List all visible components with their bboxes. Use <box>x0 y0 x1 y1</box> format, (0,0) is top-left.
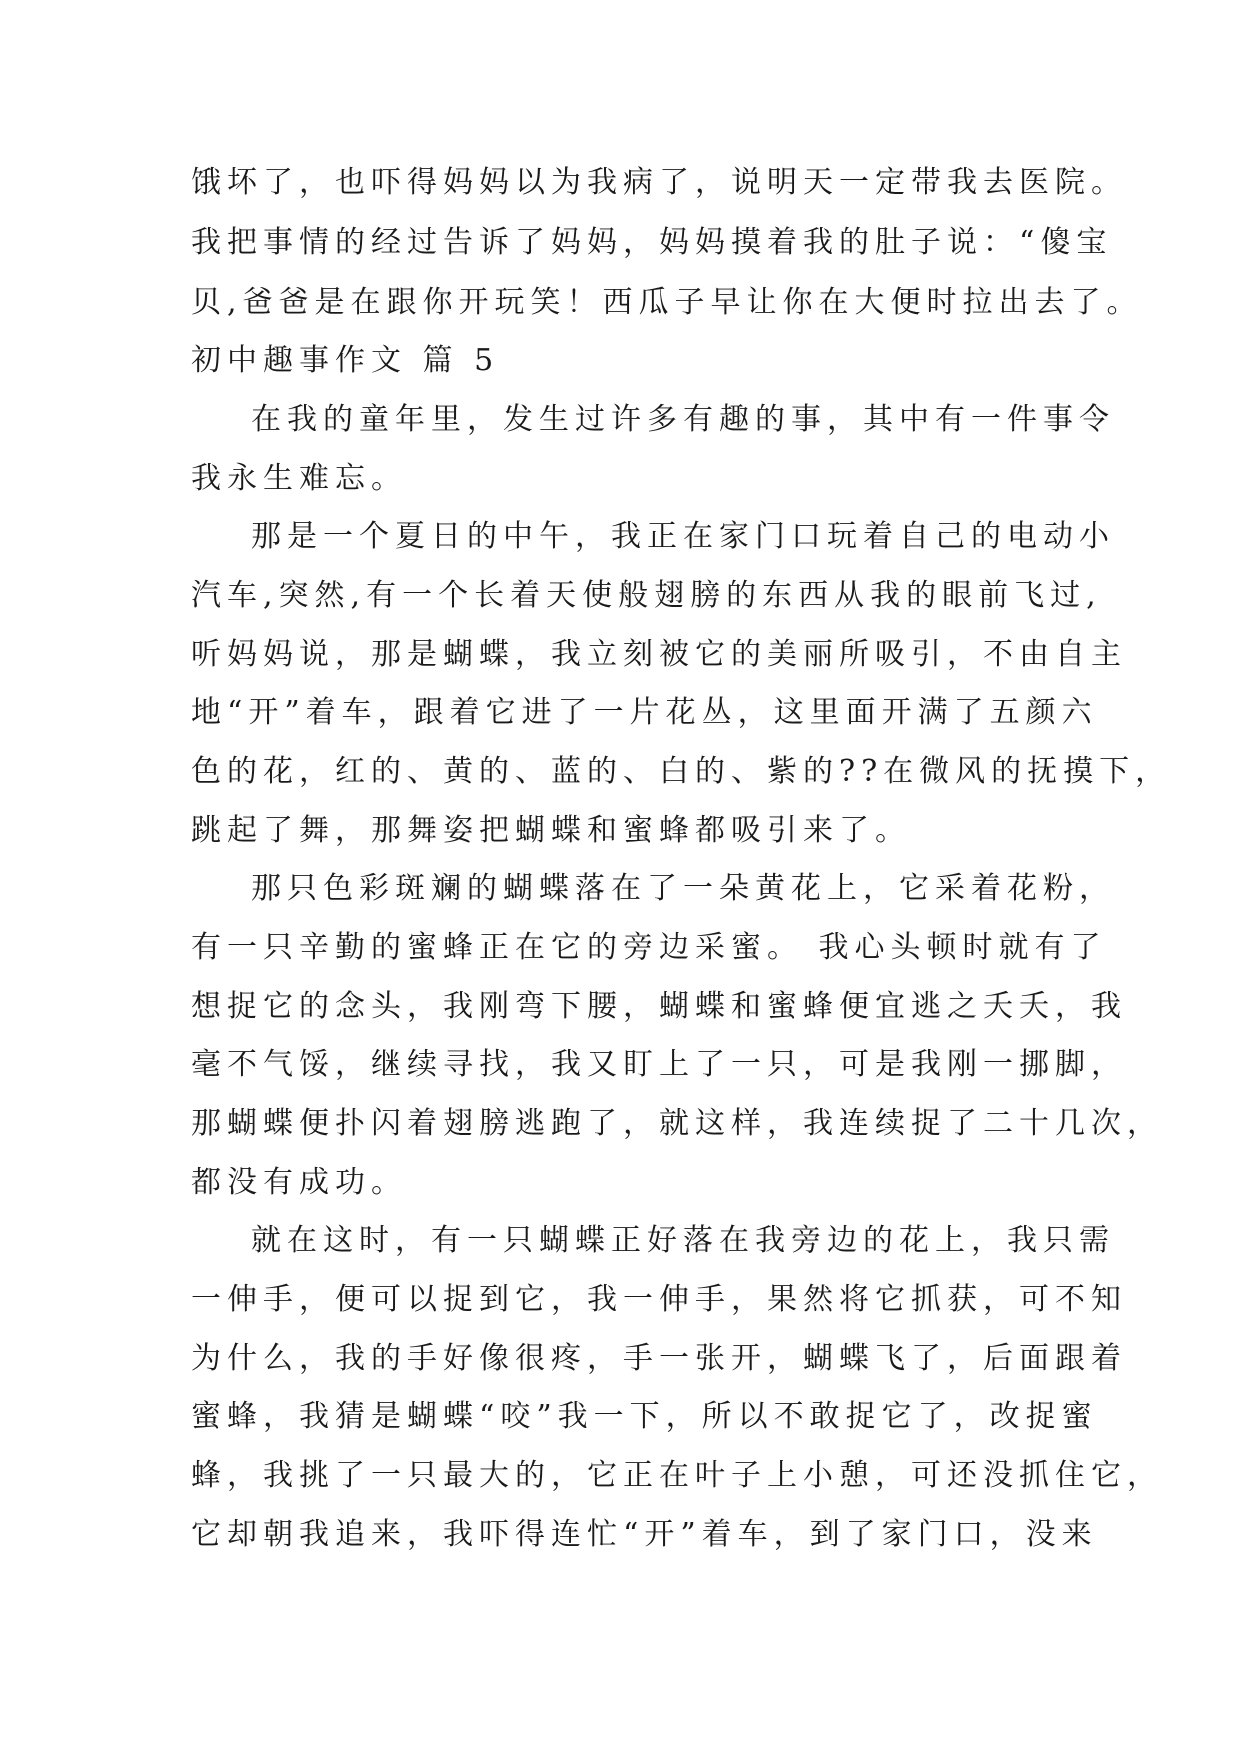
paragraph-first-line: 那是一个夏日的中午，我正在家门口玩着自己的电动小 <box>251 519 1115 554</box>
text-line: 蜂，我挑了一只最大的，它正在叶子上小憩，可还没抓住它， <box>191 1458 1163 1493</box>
text-line: 色的花，红的、黄的、蓝的、白的、紫的??在微风的抚摸下， <box>191 754 1172 789</box>
text-line: 蜜蜂，我猜是蝴蝶“咬”我一下，所以不敢捉它了，改捉蜜 <box>191 1399 1098 1434</box>
text-line: 跳起了舞，那舞姿把蝴蝶和蜜蜂都吸引来了。 <box>191 813 911 848</box>
text-line: 一伸手，便可以捉到它，我一伸手，果然将它抓获，可不知 <box>191 1282 1127 1317</box>
text-line: 听妈妈说，那是蝴蝶，我立刻被它的美丽所吸引，不由自主 <box>191 637 1127 672</box>
text-line: 地“开”着车，跟着它进了一片花丛，这里面开满了五颜六 <box>191 695 1098 730</box>
text-line: 为什么，我的手好像很疼，手一张开，蝴蝶飞了，后面跟着 <box>191 1341 1127 1376</box>
text-line: 我永生难忘。 <box>191 461 407 496</box>
text-line: 有一只辛勤的蜜蜂正在它的旁边采蜜。 我心头顿时就有了 <box>191 930 1107 965</box>
paragraph-first-line: 那只色彩斑斓的蝴蝶落在了一朵黄花上，它采着花粉， <box>251 871 1115 906</box>
paragraph-first-line: 在我的童年里，发生过许多有趣的事，其中有一件事令 <box>251 402 1115 437</box>
text-line: 贝,爸爸是在跟你开玩笑！西瓜子早让你在大便时拉出去了。 <box>191 285 1143 320</box>
text-line: 毫不气馁，继续寻找，我又盯上了一只，可是我刚一挪脚， <box>191 1047 1127 1082</box>
text-line: 饿坏了，也吓得妈妈以为我病了，说明天一定带我去医院。 <box>191 165 1127 200</box>
text-line: 它却朝我追来，我吓得连忙“开”着车，到了家门口，没来 <box>191 1517 1098 1552</box>
text-line: 都没有成功。 <box>191 1165 407 1200</box>
text-line: 我把事情的经过告诉了妈妈，妈妈摸着我的肚子说：“傻宝 <box>191 225 1113 260</box>
text-line: 汽车,突然,有一个长着天使般翅膀的东西从我的眼前飞过, <box>191 578 1102 613</box>
text-line: 那蝴蝶便扑闪着翅膀逃跑了，就这样，我连续捉了二十几次， <box>191 1106 1163 1141</box>
text-line: 想捉它的念头，我刚弯下腰，蝴蝶和蜜蜂便宜逃之夭夭，我 <box>191 989 1127 1024</box>
paragraph-first-line: 就在这时，有一只蝴蝶正好落在我旁边的花上，我只需 <box>251 1223 1115 1258</box>
section-heading: 初中趣事作文 篇 5 <box>191 343 500 378</box>
